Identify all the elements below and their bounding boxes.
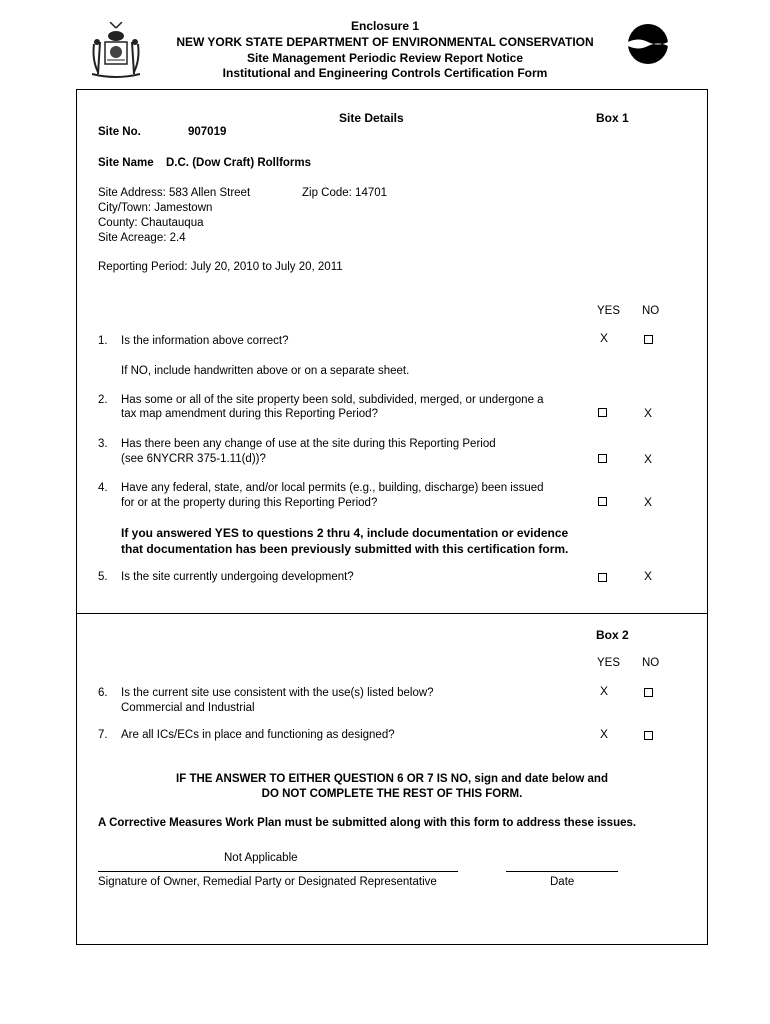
site-no-value: 907019 [188, 126, 227, 138]
documentation-note-line-1: If you answered YES to questions 2 thru 4, include documentation or evidence [121, 526, 569, 540]
warning-line-2: DO NOT COMPLETE THE REST OF THIS FORM. [261, 788, 523, 800]
city-town: City/Town: Jamestown [98, 202, 213, 214]
q7-yes-mark[interactable]: X [599, 727, 608, 741]
q3-text-line-2: (see 6NYCRR 375-1.11(d))? [121, 453, 266, 465]
q1-yes-mark[interactable]: X [599, 331, 608, 345]
q4-no-mark[interactable]: X [643, 495, 652, 509]
q1-note: If NO, include handwritten above or on a separate sheet. [121, 365, 410, 377]
q1-number: 1. [98, 335, 108, 347]
date-label: Date [550, 876, 575, 888]
q3-number: 3. [98, 438, 108, 450]
date-line [506, 871, 618, 872]
county: County: Chautauqua [98, 217, 204, 229]
signature-value[interactable]: Not Applicable [224, 852, 298, 864]
q6-number: 6. [98, 687, 108, 699]
q1-text: Is the information above correct? [121, 335, 289, 347]
q1-no-checkbox[interactable] [638, 333, 658, 347]
q2-no-mark[interactable]: X [643, 406, 652, 420]
dec-logo-icon [627, 23, 669, 65]
yes-header-2: YES [597, 657, 621, 669]
site-details-box [76, 89, 708, 614]
site-name-value: D.C. (Dow Craft) Rollforms [166, 157, 312, 169]
q3-no-mark[interactable]: X [643, 452, 652, 466]
q2-text-line-1: Has some or all of the site property been sold, subdivided, merged, or undergone a [121, 394, 544, 406]
q3-yes-checkbox[interactable] [592, 452, 612, 466]
q2-yes-checkbox[interactable] [592, 406, 612, 420]
site-no-label: Site No. [98, 126, 141, 138]
q4-text-line-1: Have any federal, state, and/or local permits (e.g., building, discharge) been issued [121, 482, 544, 494]
corrective-measures-note: A Corrective Measures Work Plan must be submitted along with this form to address these issues. [98, 817, 637, 829]
header-agency: NEW YORK STATE DEPARTMENT OF ENVIRONMENTAL CONSERVATION [176, 35, 594, 49]
box-1-label: Box 1 [596, 111, 629, 125]
q4-yes-checkbox[interactable] [592, 495, 612, 509]
q3-text-line-1: Has there been any change of use at the site during this Reporting Period [121, 438, 496, 450]
signature-line [98, 871, 458, 872]
ic-ec-box [76, 612, 708, 945]
q4-number: 4. [98, 482, 108, 494]
site-acreage: Site Acreage: 2.4 [98, 232, 186, 244]
q6-no-checkbox[interactable] [638, 686, 658, 700]
warning-line-1: IF THE ANSWER TO EITHER QUESTION 6 OR 7 IS NO, sign and date below and [176, 773, 608, 785]
header-line-1: Enclosure 1 [350, 19, 420, 33]
q7-no-checkbox[interactable] [638, 729, 658, 743]
box-2-label: Box 2 [596, 628, 629, 642]
q5-yes-checkbox[interactable] [592, 571, 612, 585]
q2-text-line-2: tax map amendment during this Reporting Period? [121, 408, 378, 420]
q5-text: Is the site currently undergoing development? [121, 571, 354, 583]
zip-code: Zip Code: 14701 [302, 187, 388, 199]
q7-text: Are all ICs/ECs in place and functioning as designed? [121, 729, 395, 741]
header-form-title: Institutional and Engineering Controls Certification Form [222, 66, 548, 80]
q6-yes-mark[interactable]: X [599, 684, 608, 698]
section-title: Site Details [339, 111, 404, 125]
q5-no-mark[interactable]: X [643, 569, 652, 583]
signature-label: Signature of Owner, Remedial Party or Designated Representative [98, 876, 437, 888]
no-header-2: NO [642, 657, 660, 669]
no-header: NO [642, 305, 660, 317]
q7-number: 7. [98, 729, 108, 741]
q6-use-list: Commercial and Industrial [121, 702, 255, 714]
q4-text-line-2: for or at the property during this Reporting Period? [121, 497, 378, 509]
yes-header: YES [597, 305, 621, 317]
documentation-note-line-2: that documentation has been previously submitted with this certification form. [121, 542, 569, 556]
q5-number: 5. [98, 571, 108, 583]
q6-text: Is the current site use consistent with the use(s) listed below? [121, 687, 434, 699]
reporting-period: Reporting Period: July 20, 2010 to July 20, 2011 [98, 261, 343, 273]
site-name-label: Site Name [98, 157, 154, 169]
q2-number: 2. [98, 394, 108, 406]
header-notice: Site Management Periodic Review Report Notice [246, 51, 524, 65]
site-address: Site Address: 583 Allen Street [98, 187, 251, 199]
